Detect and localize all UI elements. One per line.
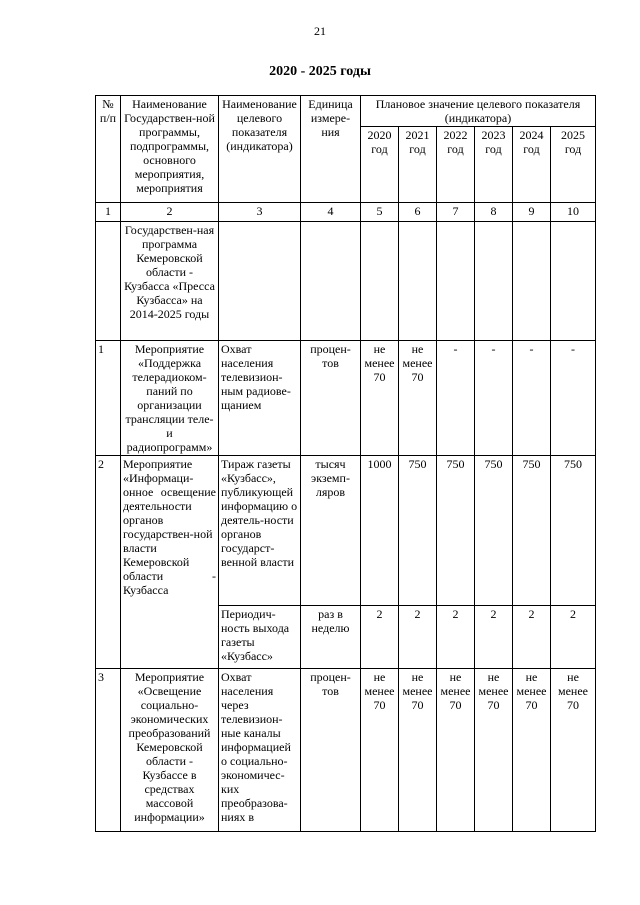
measure-name: Мероприятие «Информаци-онное освещение деятельности органов государствен-ной власти Кемеровской области - Кузбасса — [121, 456, 219, 669]
empty-cell — [551, 222, 596, 341]
table-row — [96, 669, 596, 832]
program-num — [96, 222, 121, 341]
header-year: 2023 год — [475, 127, 513, 203]
header-year: 2022 год — [437, 127, 475, 203]
program-row — [96, 222, 596, 341]
column-number: 5 — [361, 203, 399, 222]
header-row — [96, 96, 596, 127]
value-cell: 750 — [399, 456, 437, 606]
page-number: 21 — [314, 24, 326, 38]
measure-name: Мероприятие «Поддержка телерадиоком-паний по организации трансляции теле- и радиопрограмм» — [121, 341, 219, 456]
column-number: 3 — [219, 203, 301, 222]
empty-cell — [437, 222, 475, 341]
indicator-table — [95, 95, 596, 832]
value-cell: 2 — [475, 606, 513, 669]
value-cell: - — [475, 341, 513, 456]
value-cell: - — [513, 341, 551, 456]
column-number: 10 — [551, 203, 596, 222]
value-cell: не менее 70 — [437, 669, 475, 832]
empty-cell — [361, 222, 399, 341]
program-name: Государствен-ная программа Кемеровской области - Кузбасса «Пресса Кузбасса» на 2014-2025 годы — [121, 222, 219, 341]
value-cell: 750 — [475, 456, 513, 606]
measure-name: Мероприятие «Освещение социально-экономических преобразований Кемеровской области - Кузбассе в средствах массовой информации» — [121, 669, 219, 832]
column-number: 2 — [121, 203, 219, 222]
empty-cell — [399, 222, 437, 341]
header-num: № п/п — [96, 96, 121, 203]
header-indicator: Наименование целевого показателя (индикатора) — [219, 96, 301, 203]
value-cell: не менее 70 — [361, 669, 399, 832]
indicator-name: Охват населения телевизион-ным радиове-щанием — [219, 341, 301, 456]
value-cell: 750 — [437, 456, 475, 606]
value-cell: 750 — [513, 456, 551, 606]
value-cell: 2 — [399, 606, 437, 669]
indicator-name: Тираж газеты «Кузбасс», публикующей информацию о деятель-ности органов государст-венной власти — [219, 456, 301, 606]
header-program: Наименование Государствен-ной программы, подпрограммы, основного мероприятия, мероприятия — [121, 96, 219, 203]
column-number: 4 — [301, 203, 361, 222]
header-year: 2025 год — [551, 127, 596, 203]
empty-cell — [513, 222, 551, 341]
value-cell: 2 — [361, 606, 399, 669]
column-number: 1 — [96, 203, 121, 222]
header-year: 2021 год — [399, 127, 437, 203]
value-cell: не менее 70 — [475, 669, 513, 832]
empty-cell — [475, 222, 513, 341]
empty-cell — [301, 222, 361, 341]
column-number: 9 — [513, 203, 551, 222]
indicator-name: Периодич-ность выхода газеты «Кузбасс» — [219, 606, 301, 669]
column-number: 7 — [437, 203, 475, 222]
header-planned: Плановое значение целевого показателя (индикатора) — [361, 96, 596, 127]
value-cell: не менее 70 — [399, 341, 437, 456]
table-row — [96, 456, 596, 606]
unit-cell: процен-тов — [301, 341, 361, 456]
value-cell: не менее 70 — [399, 669, 437, 832]
unit-cell: процен-тов — [301, 669, 361, 832]
empty-cell — [219, 222, 301, 341]
value-cell: 2 — [513, 606, 551, 669]
column-number: 6 — [399, 203, 437, 222]
value-cell: 750 — [551, 456, 596, 606]
value-cell: не менее 70 — [513, 669, 551, 832]
indicator-name: Охват населения через телевизион-ные каналы информацией о социально-экономичес-ких преобразова-ниях в — [219, 669, 301, 832]
value-cell: не менее 70 — [551, 669, 596, 832]
value-cell: не менее 70 — [361, 341, 399, 456]
row-num: 1 — [96, 341, 121, 456]
value-cell: - — [551, 341, 596, 456]
value-cell: 2 — [437, 606, 475, 669]
header-year: 2024 год — [513, 127, 551, 203]
row-num: 2 — [96, 456, 121, 669]
value-cell: 2 — [551, 606, 596, 669]
page-title: 2020 - 2025 годы — [269, 64, 371, 79]
value-cell: 1000 — [361, 456, 399, 606]
unit-cell: тысяч экземп-ляров — [301, 456, 361, 606]
column-number: 8 — [475, 203, 513, 222]
row-num: 3 — [96, 669, 121, 832]
table-row — [96, 341, 596, 456]
value-cell: - — [437, 341, 475, 456]
header-year: 2020 год — [361, 127, 399, 203]
column-number-row — [96, 203, 596, 222]
unit-cell: раз в неделю — [301, 606, 361, 669]
header-unit: Единица измере-ния — [301, 96, 361, 203]
